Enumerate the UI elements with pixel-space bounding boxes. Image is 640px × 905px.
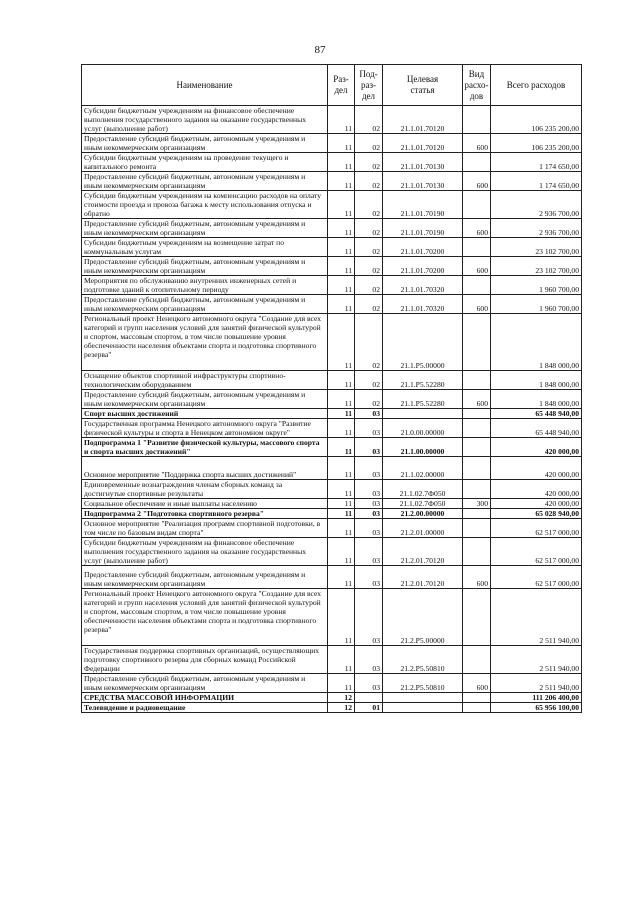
row-vid-raskhodov <box>463 509 491 519</box>
table-row <box>82 693 582 703</box>
row-podrazdel: 03 <box>355 457 383 480</box>
row-podrazdel: 02 <box>355 219 383 238</box>
row-podrazdel: 02 <box>355 371 383 390</box>
row-vid-raskhodov <box>463 693 491 703</box>
table-row <box>82 499 582 509</box>
row-total: 420 000,00 <box>491 438 582 457</box>
row-podrazdel: 02 <box>355 153 383 172</box>
row-razdel: 11 <box>328 538 355 566</box>
row-celevaya-statya: 21.1.P5.52280 <box>383 390 463 409</box>
row-podrazdel: 02 <box>355 238 383 257</box>
row-celevaya-statya: 21.1.01.70120 <box>383 106 463 134</box>
row-total: 1 848 000,00 <box>491 390 582 409</box>
table-row <box>82 538 582 566</box>
row-name: Предоставление субсидий бюджетным, автономным учреждениям и иным некоммерческим организациям <box>82 134 328 153</box>
row-total: 23 102 700,00 <box>491 238 582 257</box>
row-name: Субсидии бюджетным учреждениям на компенсацию расходов на оплату стоимости проезда и провоза багажа к месту использования отпуска и обратно <box>82 191 328 219</box>
row-celevaya-statya: 21.1.01.70130 <box>383 172 463 191</box>
row-podrazdel: 02 <box>355 172 383 191</box>
row-vid-raskhodov <box>463 646 491 674</box>
table-row <box>82 134 582 153</box>
row-total: 62 517 000,00 <box>491 566 582 589</box>
row-vid-raskhodov: 600 <box>463 390 491 409</box>
row-razdel: 11 <box>328 191 355 219</box>
row-celevaya-statya: 21.0.00.00000 <box>383 419 463 438</box>
row-vid-raskhodov <box>463 519 491 538</box>
table-row <box>82 276 582 295</box>
row-name: Субсидии бюджетным учреждениям на проведение текущего и капитального ремонта <box>82 153 328 172</box>
row-total: 1 848 000,00 <box>491 371 582 390</box>
row-podrazdel: 03 <box>355 409 383 419</box>
row-celevaya-statya: 21.1.01.70120 <box>383 134 463 153</box>
row-name: Социальное обеспечение и иные выплаты населению <box>82 499 328 509</box>
row-total: 23 102 700,00 <box>491 257 582 276</box>
row-vid-raskhodov <box>463 276 491 295</box>
table-row <box>82 153 582 172</box>
row-razdel: 11 <box>328 276 355 295</box>
row-name: Предоставление субсидий бюджетным, автономным учреждениям и иным некоммерческим организациям <box>82 390 328 409</box>
row-name: Телевидение и радиовещание <box>82 703 328 713</box>
row-vid-raskhodov: 600 <box>463 257 491 276</box>
header-celevaya-statya: Целевая статья <box>383 65 463 106</box>
row-celevaya-statya: 21.2.01.70120 <box>383 566 463 589</box>
row-vid-raskhodov <box>463 438 491 457</box>
row-celevaya-statya: 21.1.01.70200 <box>383 238 463 257</box>
row-celevaya-statya: 21.2.01.70120 <box>383 538 463 566</box>
row-name: Предоставление субсидий бюджетным, автономным учреждениям и иным некоммерческим организациям <box>82 566 328 589</box>
row-razdel: 12 <box>328 693 355 703</box>
row-total: 2 511 940,00 <box>491 646 582 674</box>
row-name: Оснащение объектов спортивной инфраструктуры спортивно-технологическим оборудованием <box>82 371 328 390</box>
row-podrazdel: 03 <box>355 438 383 457</box>
row-razdel: 11 <box>328 314 355 371</box>
row-podrazdel: 02 <box>355 314 383 371</box>
table-row <box>82 257 582 276</box>
row-podrazdel: 02 <box>355 134 383 153</box>
row-name: Региональный проект Ненецкого автономного округа "Создание для всех категорий и групп населения условий для занятий физической культурой и спортом, массовым спортом, в том числе повышение уровня обеспеченности населения объектами спорта и подготовка спортивного резерва" <box>82 314 328 371</box>
row-razdel: 11 <box>328 519 355 538</box>
row-razdel: 12 <box>328 703 355 713</box>
row-vid-raskhodov: 600 <box>463 219 491 238</box>
row-total: 2 936 700,00 <box>491 191 582 219</box>
row-total: 2 511 940,00 <box>491 589 582 646</box>
row-total: 65 448 940,00 <box>491 419 582 438</box>
row-podrazdel: 03 <box>355 519 383 538</box>
row-vid-raskhodov <box>463 371 491 390</box>
row-celevaya-statya: 21.1.01.70190 <box>383 219 463 238</box>
row-total: 106 235 200,00 <box>491 134 582 153</box>
row-celevaya-statya <box>383 703 463 713</box>
row-total: 111 206 400,00 <box>491 693 582 703</box>
row-name: Подпрограмма 2 "Подготовка спортивного резерва" <box>82 509 328 519</box>
row-total: 65 028 940,00 <box>491 509 582 519</box>
row-razdel: 11 <box>328 674 355 693</box>
row-celevaya-statya: 21.1.02.7Ф050 <box>383 480 463 499</box>
table-header-row <box>82 65 582 106</box>
row-total: 420 000,00 <box>491 457 582 480</box>
row-celevaya-statya: 21.1.P5.00000 <box>383 314 463 371</box>
row-vid-raskhodov: 600 <box>463 674 491 693</box>
row-total: 65 956 100,00 <box>491 703 582 713</box>
row-razdel: 11 <box>328 390 355 409</box>
row-celevaya-statya: 21.1.01.70130 <box>383 153 463 172</box>
row-vid-raskhodov <box>463 419 491 438</box>
row-vid-raskhodov: 600 <box>463 566 491 589</box>
row-name: Предоставление субсидий бюджетным, автономным учреждениям и иным некоммерческим организациям <box>82 219 328 238</box>
row-celevaya-statya: 21.2.00.00000 <box>383 509 463 519</box>
row-vid-raskhodov <box>463 703 491 713</box>
row-name: Предоставление субсидий бюджетным, автономным учреждениям и иным некоммерческим организациям <box>82 674 328 693</box>
row-total: 2 511 940,00 <box>491 674 582 693</box>
row-name: Региональный проект Ненецкого автономного округа "Создание для всех категорий и групп населения условий для занятий физической культурой и спортом, массовым спортом, в том числе повышение уровня обеспеченности населения объектами спорта и подготовка спортивного резерва" <box>82 589 328 646</box>
row-total: 1 960 700,00 <box>491 276 582 295</box>
row-podrazdel: 02 <box>355 106 383 134</box>
row-total: 420 000,00 <box>491 499 582 509</box>
table-row <box>82 390 582 409</box>
row-podrazdel: 03 <box>355 566 383 589</box>
row-name: Государственная программа Ненецкого автономного округа "Развитие физической культуры и спорта в Ненецком автономном округе" <box>82 419 328 438</box>
row-name: Предоставление субсидий бюджетным, автономным учреждениям и иным некоммерческим организациям <box>82 295 328 314</box>
row-razdel: 11 <box>328 371 355 390</box>
header-name: Наименование <box>82 65 328 106</box>
row-vid-raskhodov <box>463 480 491 499</box>
row-podrazdel: 03 <box>355 646 383 674</box>
row-vid-raskhodov <box>463 238 491 257</box>
row-podrazdel: 02 <box>355 390 383 409</box>
budget-table <box>81 64 582 713</box>
row-razdel: 11 <box>328 589 355 646</box>
table-row <box>82 219 582 238</box>
row-podrazdel: 01 <box>355 703 383 713</box>
page-number: 87 <box>314 44 326 56</box>
row-name: Подпрограмма 1 "Развитие физической культуры, массового спорта и спорта высших достижений" <box>82 438 328 457</box>
row-vid-raskhodov <box>463 153 491 172</box>
table-row <box>82 191 582 219</box>
table-row <box>82 509 582 519</box>
row-total: 106 235 200,00 <box>491 106 582 134</box>
table-row <box>82 409 582 419</box>
header-razdel: Раз- дел <box>328 65 355 106</box>
row-vid-raskhodov: 600 <box>463 172 491 191</box>
row-razdel: 11 <box>328 509 355 519</box>
row-name: СРЕДСТВА МАССОВОЙ ИНФОРМАЦИИ <box>82 693 328 703</box>
table-row <box>82 106 582 134</box>
row-vid-raskhodov: 300 <box>463 499 491 509</box>
header-total: Всего расходов <box>491 65 582 106</box>
row-celevaya-statya: 21.1.01.70320 <box>383 276 463 295</box>
table-row <box>82 566 582 589</box>
table-row <box>82 295 582 314</box>
row-name: Спорт высших достижений <box>82 409 328 419</box>
row-podrazdel: 03 <box>355 509 383 519</box>
row-razdel: 11 <box>328 106 355 134</box>
table-row <box>82 314 582 371</box>
row-vid-raskhodov <box>463 191 491 219</box>
row-podrazdel <box>355 693 383 703</box>
row-celevaya-statya: 21.2.P5.50810 <box>383 646 463 674</box>
row-name: Предоставление субсидий бюджетным, автономным учреждениям и иным некоммерческим организациям <box>82 172 328 191</box>
header-vid-raskhodov: Вид расхо- дов <box>463 65 491 106</box>
table-row <box>82 589 582 646</box>
row-celevaya-statya <box>383 409 463 419</box>
row-name: Основное мероприятие "Поддержка спорта высших достижений" <box>82 457 328 480</box>
row-celevaya-statya: 21.1.00.00000 <box>383 438 463 457</box>
row-celevaya-statya: 21.1.01.70320 <box>383 295 463 314</box>
row-vid-raskhodov <box>463 457 491 480</box>
row-razdel: 11 <box>328 457 355 480</box>
row-razdel: 11 <box>328 646 355 674</box>
row-podrazdel: 03 <box>355 419 383 438</box>
row-total: 1 960 700,00 <box>491 295 582 314</box>
row-name: Субсидии бюджетным учреждениям на финансовое обеспечение выполнения государственного задания на оказание государственных услуг (выполнение работ) <box>82 538 328 566</box>
row-total: 2 936 700,00 <box>491 219 582 238</box>
row-vid-raskhodov <box>463 409 491 419</box>
row-vid-raskhodov: 600 <box>463 295 491 314</box>
table-row <box>82 646 582 674</box>
row-name: Государственная поддержка спортивных организаций, осуществляющих подготовку спортивного резерва для сборных команд Российской Федерации <box>82 646 328 674</box>
row-podrazdel: 03 <box>355 674 383 693</box>
row-name: Предоставление субсидий бюджетным, автономным учреждениям и иным некоммерческим организациям <box>82 257 328 276</box>
row-razdel: 11 <box>328 438 355 457</box>
row-vid-raskhodov <box>463 538 491 566</box>
row-razdel: 11 <box>328 257 355 276</box>
header-podrazdel: Под- раз- дел <box>355 65 383 106</box>
row-razdel: 11 <box>328 480 355 499</box>
table-row <box>82 371 582 390</box>
row-celevaya-statya: 21.2.P5.00000 <box>383 589 463 646</box>
row-razdel: 11 <box>328 134 355 153</box>
row-podrazdel: 03 <box>355 480 383 499</box>
row-podrazdel: 03 <box>355 589 383 646</box>
row-razdel: 11 <box>328 566 355 589</box>
row-celevaya-statya: 21.1.02.00000 <box>383 457 463 480</box>
row-total: 62 517 000,00 <box>491 519 582 538</box>
row-total: 1 174 650,00 <box>491 153 582 172</box>
table-row <box>82 674 582 693</box>
table-row <box>82 238 582 257</box>
row-vid-raskhodov <box>463 589 491 646</box>
row-name: Основное мероприятие "Реализация программ спортивной подготовки, в том числе по базовым видам спорта" <box>82 519 328 538</box>
row-celevaya-statya <box>383 693 463 703</box>
row-razdel: 11 <box>328 153 355 172</box>
row-podrazdel: 02 <box>355 257 383 276</box>
row-celevaya-statya: 21.1.01.70200 <box>383 257 463 276</box>
row-podrazdel: 03 <box>355 538 383 566</box>
row-podrazdel: 02 <box>355 276 383 295</box>
row-total: 1 174 650,00 <box>491 172 582 191</box>
table-row <box>82 172 582 191</box>
row-razdel: 11 <box>328 219 355 238</box>
row-celevaya-statya: 21.1.02.7Ф050 <box>383 499 463 509</box>
row-vid-raskhodov <box>463 314 491 371</box>
row-podrazdel: 02 <box>355 295 383 314</box>
row-razdel: 11 <box>328 295 355 314</box>
row-razdel: 11 <box>328 238 355 257</box>
row-celevaya-statya: 21.2.P5.50810 <box>383 674 463 693</box>
row-vid-raskhodov: 600 <box>463 134 491 153</box>
row-razdel: 11 <box>328 172 355 191</box>
table-body <box>82 106 582 713</box>
row-total: 420 000,00 <box>491 480 582 499</box>
row-total: 62 517 000,00 <box>491 538 582 566</box>
row-celevaya-statya: 21.1.P5.52280 <box>383 371 463 390</box>
row-total: 1 848 000,00 <box>491 314 582 371</box>
table-row <box>82 438 582 457</box>
row-name: Субсидии бюджетным учреждениям на финансовое обеспечение выполнения государственного задания на оказание государственных услуг (выполнение работ) <box>82 106 328 134</box>
table-row <box>82 480 582 499</box>
row-total: 65 448 940,00 <box>491 409 582 419</box>
row-razdel: 11 <box>328 499 355 509</box>
row-celevaya-statya: 21.2.01.00000 <box>383 519 463 538</box>
row-razdel: 11 <box>328 419 355 438</box>
row-podrazdel: 02 <box>355 191 383 219</box>
row-razdel: 11 <box>328 409 355 419</box>
row-name: Единовременные вознаграждения членам сборных команд за достигнутые спортивные результаты <box>82 480 328 499</box>
table-row <box>82 457 582 480</box>
row-name: Субсидии бюджетным учреждениям на возмещение затрат по коммунальным услугам <box>82 238 328 257</box>
row-name: Мероприятия по обслуживанию внутренних инженерных сетей и подготовке зданий к отопительному периоду <box>82 276 328 295</box>
row-podrazdel: 03 <box>355 499 383 509</box>
table-row <box>82 419 582 438</box>
row-celevaya-statya: 21.1.01.70190 <box>383 191 463 219</box>
table-row <box>82 703 582 713</box>
row-vid-raskhodov <box>463 106 491 134</box>
table-row <box>82 519 582 538</box>
